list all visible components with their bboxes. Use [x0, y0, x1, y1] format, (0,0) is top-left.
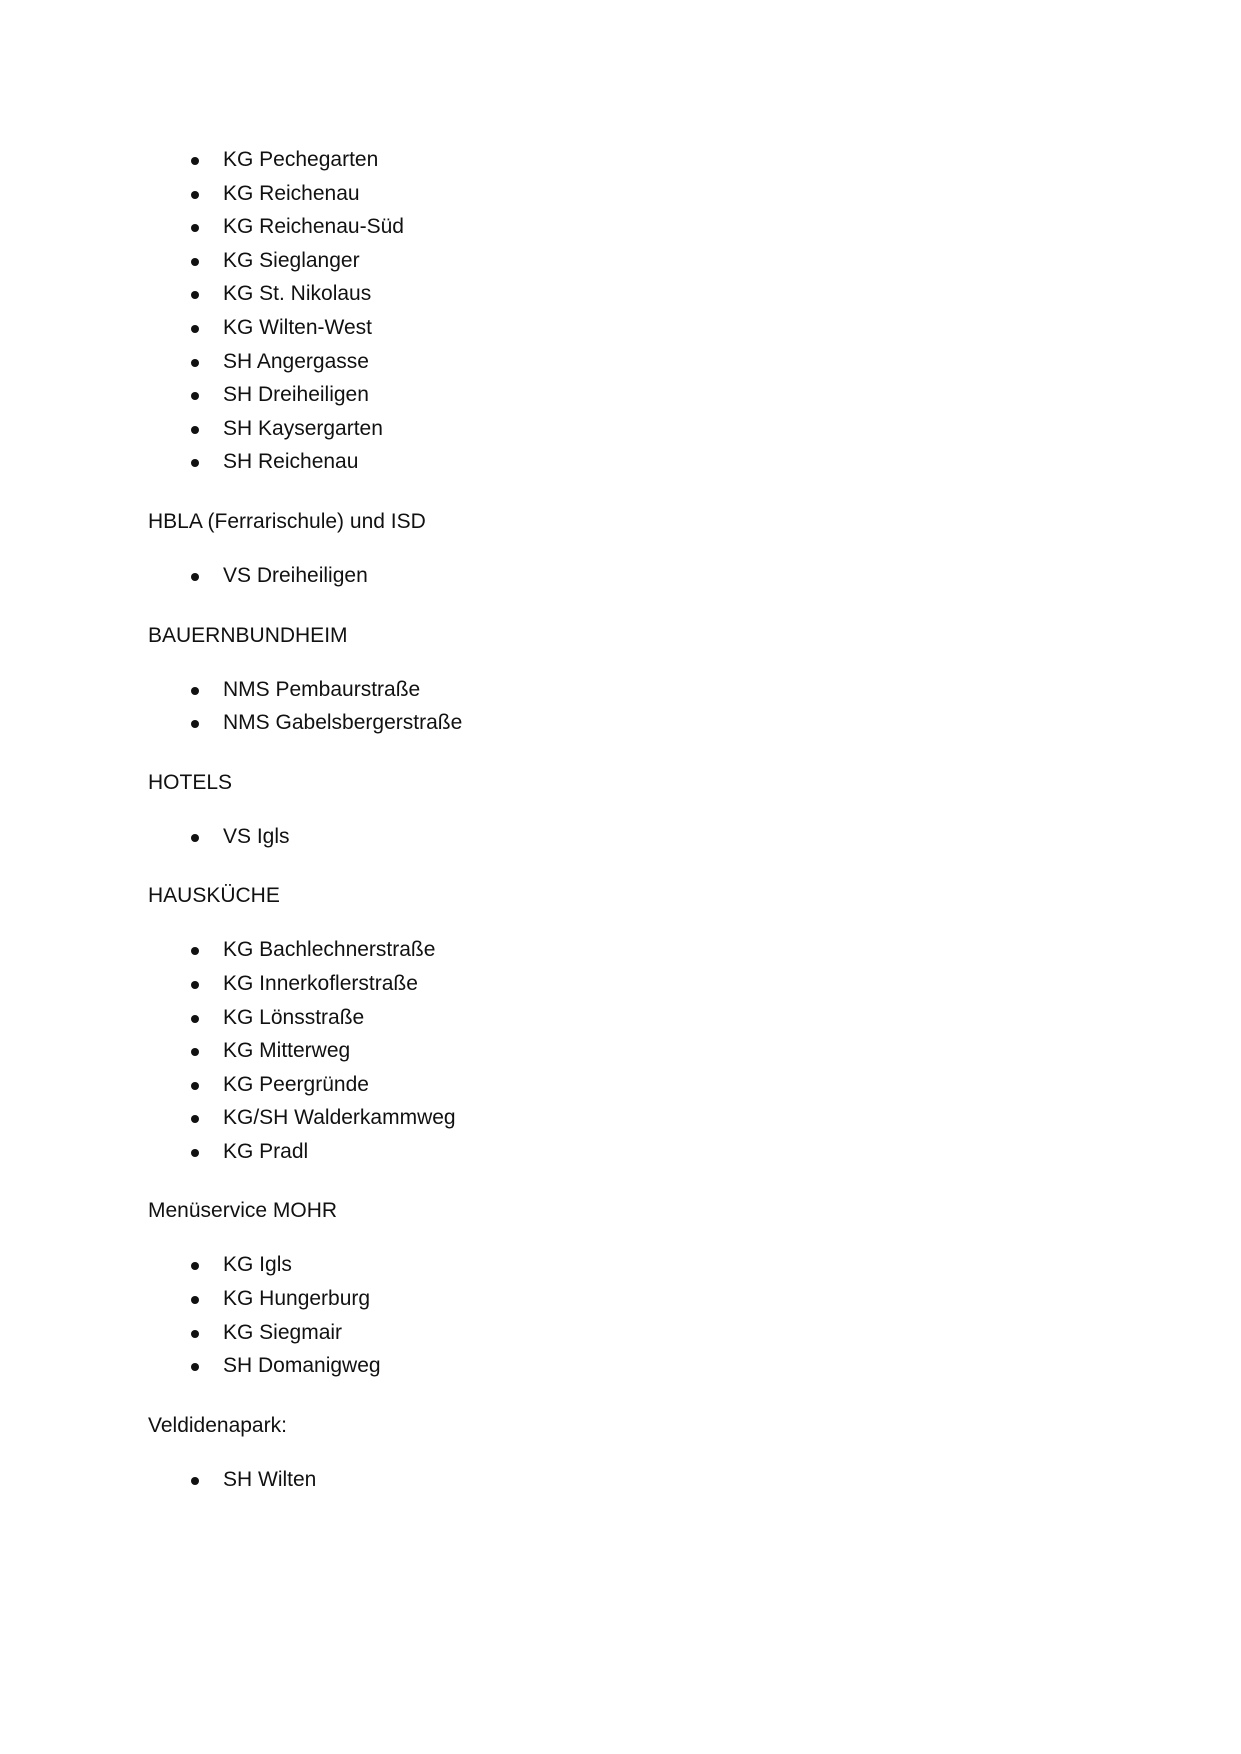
list-item-text: KG Reichenau-Süd	[223, 215, 404, 239]
list-item	[148, 1071, 1048, 1105]
list-item-text: KG Lönsstraße	[223, 1005, 365, 1029]
list-item-text: KG St. Nikolaus	[223, 282, 372, 306]
section-veldidenapark	[148, 1412, 1048, 1500]
list-item	[148, 562, 1048, 596]
bullet-icon	[191, 1149, 199, 1157]
list-item-text: KG Sieglanger	[223, 248, 360, 272]
list-item	[148, 970, 1048, 1004]
bullet-list	[148, 676, 1048, 743]
bullet-list	[148, 1251, 1048, 1385]
list-item-text: KG Peergründe	[223, 1072, 369, 1096]
section-continued-list	[148, 146, 1048, 482]
bullet-icon	[191, 291, 199, 299]
list-item	[148, 709, 1048, 743]
list-item-text: VS Igls	[223, 824, 290, 848]
list-item-text: KG Pechegarten	[223, 148, 379, 171]
section-heading: HAUSKÜCHE	[148, 884, 280, 908]
section-heading: Menüservice MOHR	[148, 1199, 338, 1223]
list-item	[148, 823, 1048, 857]
list-item-text: KG Pradl	[223, 1139, 309, 1163]
bullet-icon	[191, 834, 199, 842]
list-item-text: SH Domanigweg	[223, 1354, 381, 1378]
list-item	[148, 415, 1048, 449]
list-item-text: KG Wilten-West	[223, 315, 372, 339]
list-item	[148, 247, 1048, 281]
list-item-text: VS Dreiheiligen	[223, 563, 368, 587]
bullet-icon	[191, 720, 199, 728]
list-item-text: KG Hungerburg	[223, 1287, 371, 1311]
bullet-icon	[191, 1082, 199, 1090]
bullet-icon	[191, 325, 199, 333]
bullet-icon	[191, 687, 199, 695]
list-item	[148, 448, 1048, 482]
bullet-icon	[191, 1115, 199, 1123]
bullet-icon	[191, 191, 199, 199]
list-item-text: SH Dreiheiligen	[223, 383, 369, 407]
section-heading: HOTELS	[148, 770, 233, 794]
list-item	[148, 1285, 1048, 1319]
list-item-text: KG Siegmair	[223, 1320, 343, 1344]
list-item-text: SH Kaysergarten	[223, 416, 383, 440]
list-item	[148, 676, 1048, 710]
document-content	[148, 146, 1048, 1499]
list-item	[148, 213, 1048, 247]
bullet-icon	[191, 1477, 199, 1485]
list-item	[148, 1037, 1048, 1071]
section-heading: BAUERNBUNDHEIM	[148, 623, 348, 647]
bullet-icon	[191, 258, 199, 266]
bullet-icon	[191, 1048, 199, 1056]
bullet-icon	[191, 224, 199, 232]
bullet-icon	[191, 1363, 199, 1371]
bullet-list	[148, 936, 1048, 1171]
bullet-list	[148, 1466, 1048, 1500]
bullet-icon	[191, 1330, 199, 1338]
list-item	[148, 1466, 1048, 1500]
list-item	[148, 146, 1048, 180]
list-item-text: NMS Pembaurstraße	[223, 677, 421, 701]
bullet-list	[148, 823, 1048, 857]
section-hbla	[148, 508, 1048, 596]
list-item	[148, 348, 1048, 382]
section-hotels	[148, 769, 1048, 857]
list-item-text: SH Wilten	[223, 1467, 317, 1491]
bullet-icon	[191, 359, 199, 367]
list-item-text: KG Innerkoflerstraße	[223, 971, 418, 995]
list-item-text: KG Reichenau	[223, 181, 360, 205]
list-item	[148, 1251, 1048, 1285]
bullet-icon	[191, 1015, 199, 1023]
list-item-text: KG Bachlechnerstraße	[223, 938, 436, 962]
section-hauskueche	[148, 882, 1048, 1171]
list-item	[148, 180, 1048, 214]
list-item	[148, 314, 1048, 348]
list-item-text: KG Igls	[223, 1253, 292, 1277]
bullet-icon	[191, 1262, 199, 1270]
section-bauernbundheim	[148, 622, 1048, 743]
bullet-icon	[191, 157, 199, 165]
section-menueservice-mohr	[148, 1197, 1048, 1385]
bullet-icon	[191, 1296, 199, 1304]
bullet-icon	[191, 392, 199, 400]
list-item-text: SH Reichenau	[223, 450, 359, 474]
list-item-text: KG/SH Walderkammweg	[223, 1106, 456, 1130]
list-item	[148, 381, 1048, 415]
bullet-icon	[191, 573, 199, 581]
list-item	[148, 280, 1048, 314]
bullet-list	[148, 562, 1048, 596]
bullet-icon	[191, 426, 199, 434]
list-item	[148, 936, 1048, 970]
section-heading: HBLA (Ferrarischule) und ISD	[148, 509, 426, 533]
list-item-text: SH Angergasse	[223, 349, 369, 373]
list-item	[148, 1004, 1048, 1038]
bullet-icon	[191, 981, 199, 989]
bullet-icon	[191, 459, 199, 467]
list-item	[148, 1104, 1048, 1138]
list-item	[148, 1319, 1048, 1353]
list-item-text: KG Mitterweg	[223, 1039, 351, 1063]
section-heading: Veldidenapark:	[148, 1413, 287, 1437]
bullet-list	[148, 146, 1048, 482]
list-item-text: NMS Gabelsbergerstraße	[223, 711, 463, 735]
bullet-icon	[191, 947, 199, 955]
list-item	[148, 1138, 1048, 1172]
list-item	[148, 1352, 1048, 1386]
